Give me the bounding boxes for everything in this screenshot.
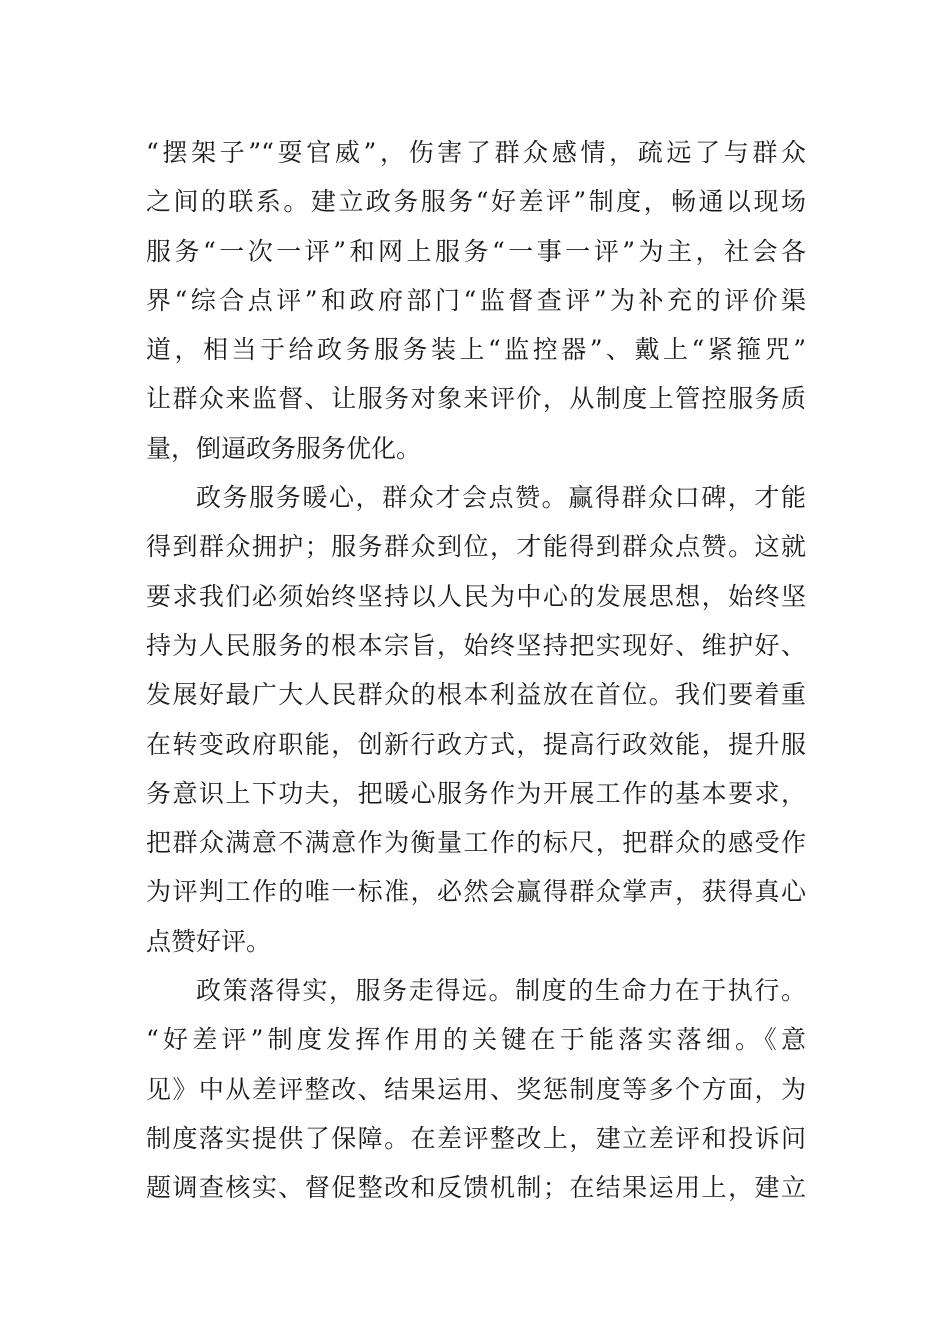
text-line: 务意识上下功夫，把暖心服务作为开展工作的基本要求， (146, 778, 806, 808)
text-line: 持为人民服务的根本宗旨，始终坚持把实现好、维护好、 (146, 630, 806, 660)
text-line: 要求我们必须始终坚持以人民为中心的发展思想，始终坚 (146, 581, 806, 611)
text-line: 界“综合点评”和政府部门“监督查评”为补充的评价渠 (146, 285, 806, 315)
text-line: 得到群众拥护；服务群众到位，才能得到群众点赞。这就 (146, 532, 806, 562)
text-line: 题调查核实、督促整改和反馈机制；在结果运用上，建立 (146, 1173, 806, 1203)
text-line: 政策落得实，服务走得远。制度的生命力在于执行。 (196, 976, 806, 1006)
paragraph (146, 966, 806, 1212)
text-line: 见》中从差评整改、结果运用、奖惩制度等多个方面，为 (146, 1074, 806, 1104)
text-line: 发展好最广大人民群众的根本利益放在首位。我们要着重 (146, 680, 806, 710)
paragraph (146, 473, 806, 966)
text-line: 点赞好评。 (146, 926, 272, 956)
text-line: 把群众满意不满意作为衡量工作的标尺，把群众的感受作 (146, 828, 806, 858)
text-line: 之间的联系。建立政务服务“好差评”制度，畅通以现场 (146, 187, 806, 217)
paragraph (146, 128, 806, 473)
text-line: 让群众来监督、让服务对象来评价，从制度上管控服务质 (146, 384, 806, 414)
text-line: “好差评”制度发挥作用的关键在于能落实落细。《意 (146, 1025, 806, 1055)
text-line: “摆架子”“耍官威”，伤害了群众感情，疏远了与群众 (146, 138, 806, 167)
document-body (146, 128, 806, 1213)
text-line: 制度落实提供了保障。在差评整改上，建立差评和投诉问 (146, 1123, 806, 1153)
text-line: 政务服务暖心，群众才会点赞。赢得群众口碑，才能 (196, 483, 806, 513)
text-line: 为评判工作的唯一标准，必然会赢得群众掌声，获得真心 (146, 877, 806, 907)
text-line: 道，相当于给政务服务装上“监控器”、戴上“紧箍咒” (146, 335, 806, 365)
text-line: 在转变政府职能，创新行政方式，提高行政效能，提升服 (146, 729, 806, 759)
text-line: 量，倒逼政务服务优化。 (146, 433, 422, 463)
text-line: 服务“一次一评”和网上服务“一事一评”为主，社会各 (146, 236, 806, 266)
